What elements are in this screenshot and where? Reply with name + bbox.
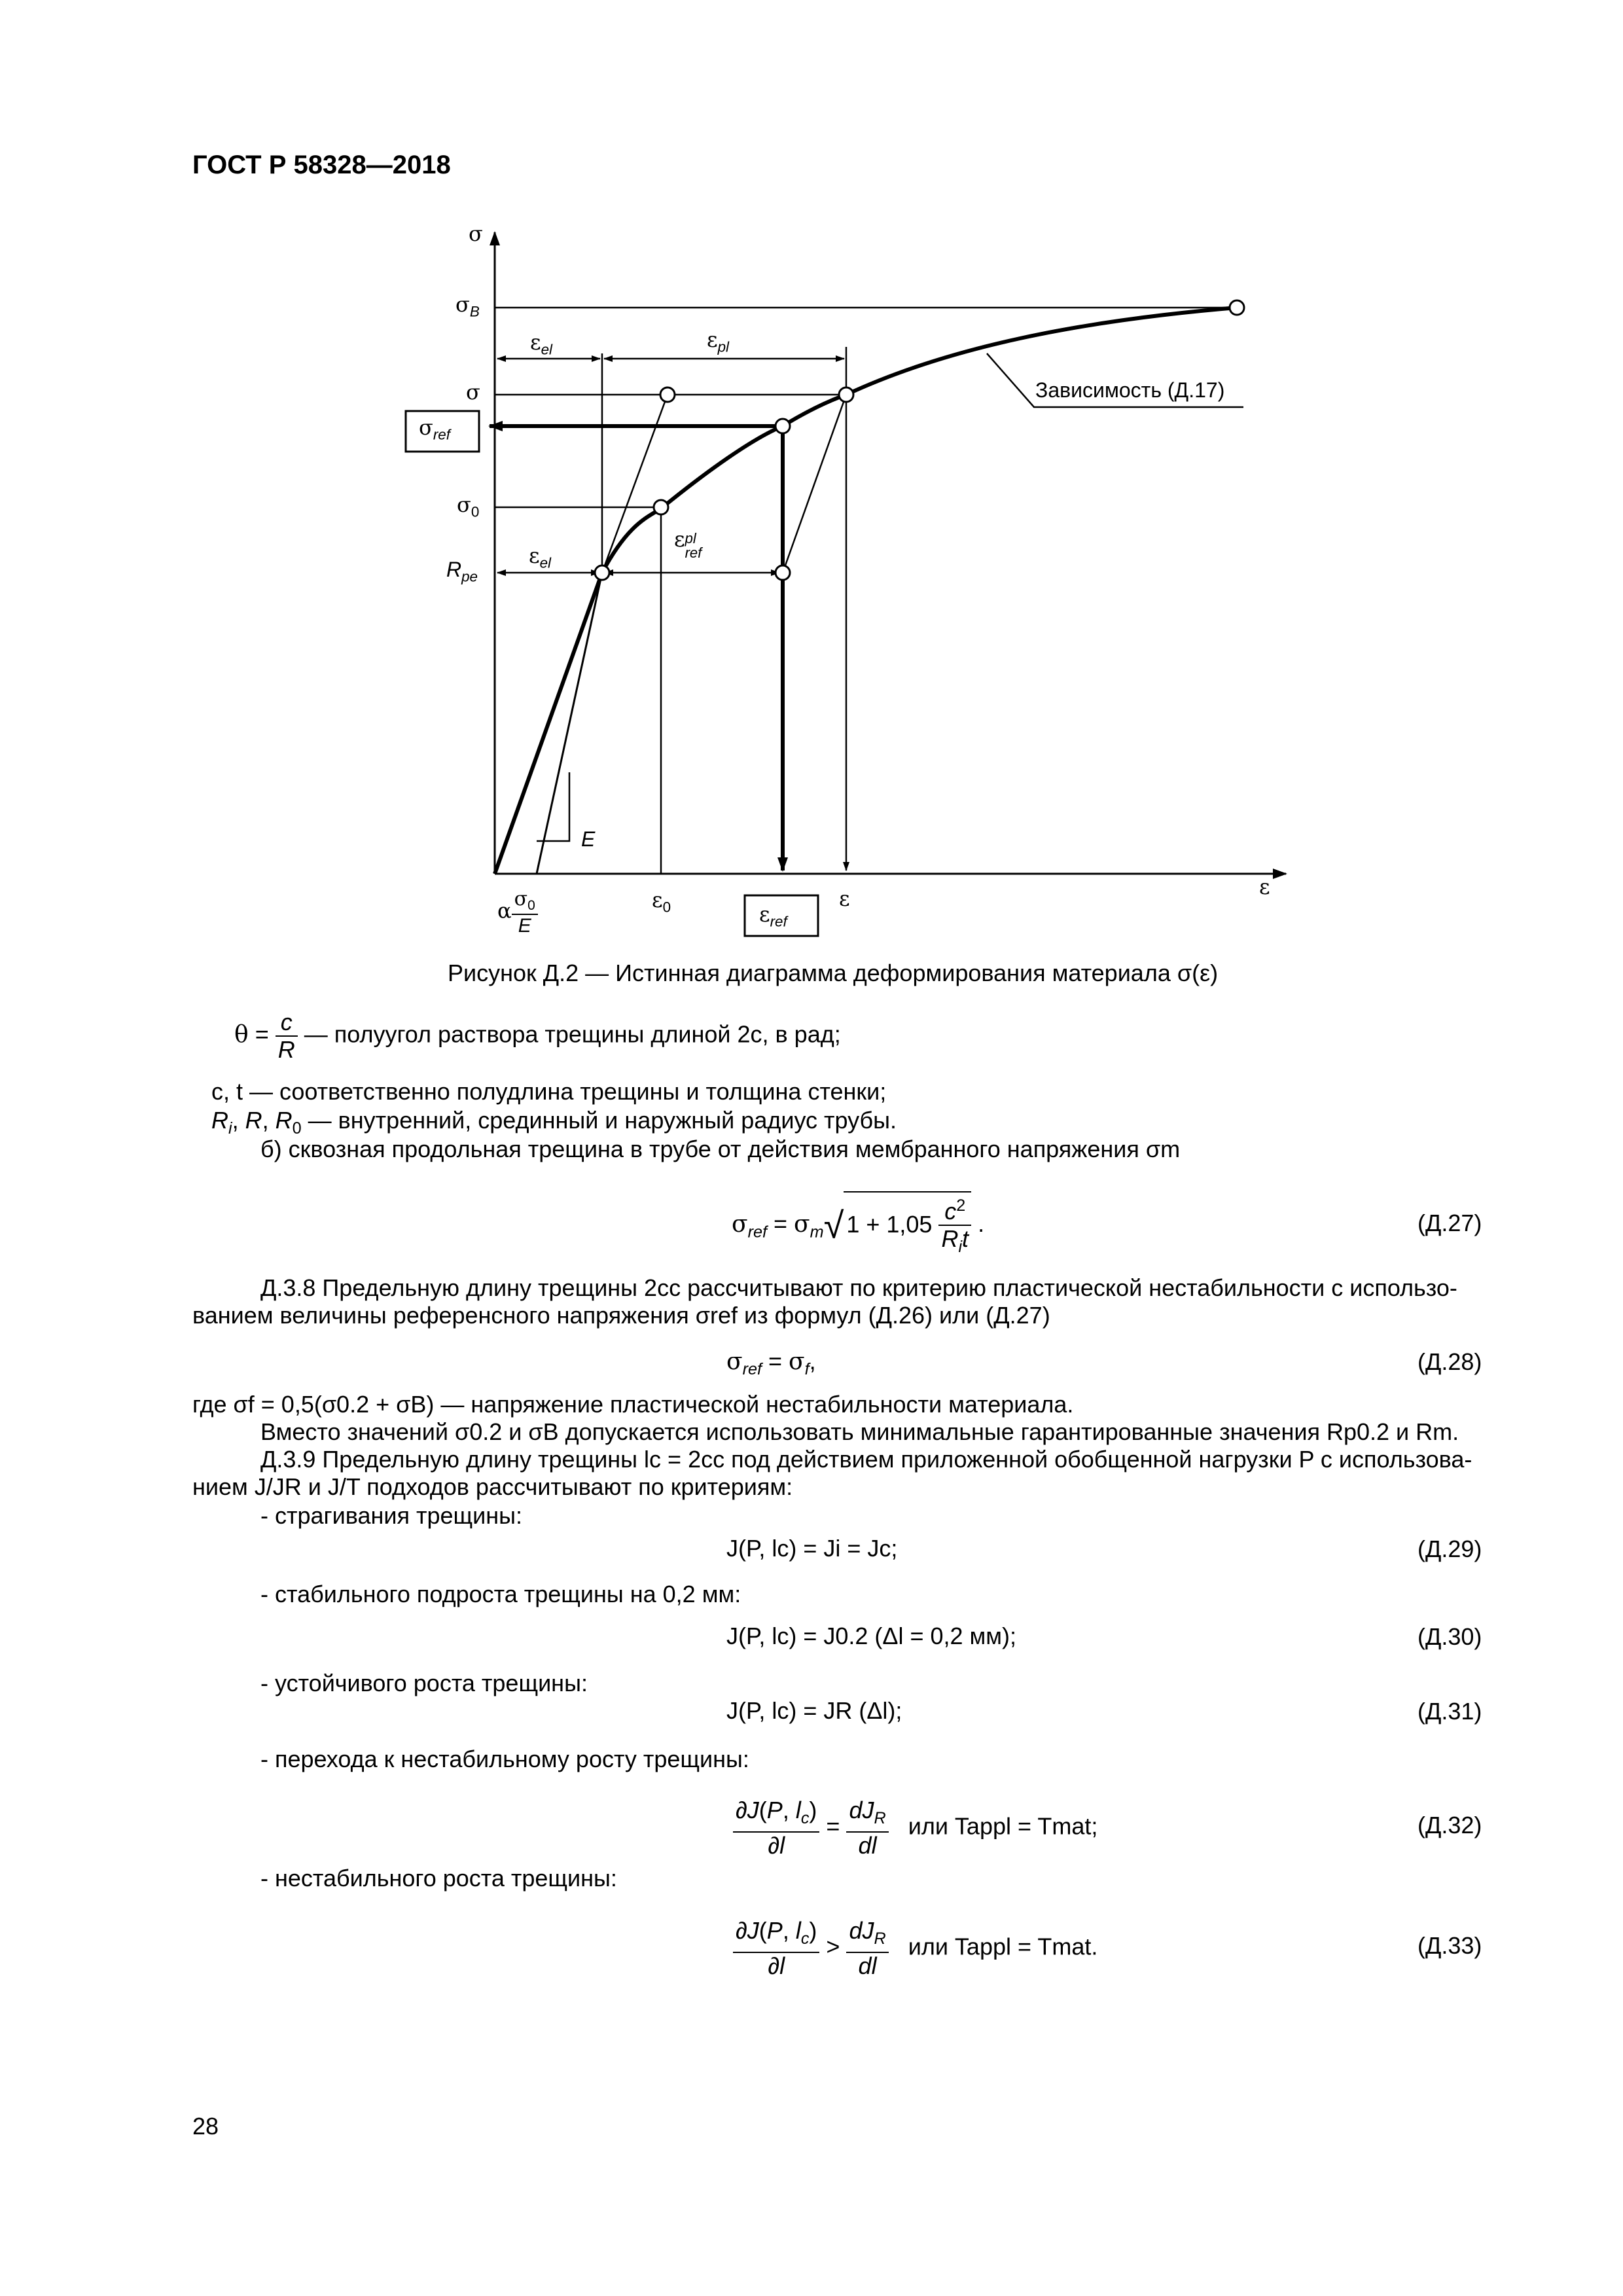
- figure-caption: Рисунок Д.2 — Истинная диаграмма деформирования материала σ(ε): [448, 960, 1219, 986]
- equation-d27: $\sigma_{ref} = \sigma_m√$ 1 + 1,05 $\frac{c^2}{R_it}$ .: [732, 1191, 984, 1260]
- x-tick-eps0: $\varepsilon_0$: [652, 888, 671, 916]
- label-sigma-0: $\sigma_0$: [457, 492, 480, 520]
- x-axis-label: ε: [1259, 874, 1270, 899]
- criterion-1: - страгивания трещины:: [260, 1502, 523, 1529]
- theta-definition: θ = $\frac{c}{R}$ — полуугол раствора трещины длиной 2c, в рад;: [234, 1009, 841, 1063]
- criterion-2: - стабильного подроста трещины на 0,2 мм:: [260, 1581, 741, 1607]
- where-sigma-f: где σf = 0,5(σ0.2 + σB) — напряжение пластической нестабильности материала.: [192, 1391, 1074, 1418]
- label-modulus-e: E: [581, 827, 596, 851]
- para-d38-line2: ванием величины референсного напряжения σref из формул (Д.26) или (Д.27): [192, 1302, 1050, 1329]
- equation-number-d33: (Д.33): [1418, 1932, 1482, 1959]
- equation-d32: $\frac{\partial J(P, l_c)}{\partial l}$ = $\frac{dJ_R}{dl}$ или Tappl = Tmat;: [733, 1797, 1097, 1859]
- label-sigma-ref: $\sigma_{ref}$: [419, 415, 450, 443]
- equation-d28: $\sigma_{ref} = \sigma_f$,: [726, 1348, 816, 1379]
- document-header: ГОСТ Р 58328—2018: [192, 151, 451, 179]
- radii-definition: $R_i$, R, $R_0$ — внутренний, срединный и наружный радиус трубы.: [211, 1107, 897, 1138]
- point-r-pe: [595, 565, 609, 580]
- equation-number-d32: (Д.32): [1418, 1812, 1482, 1839]
- label-eps-pl: $\varepsilon_{pl}$: [707, 327, 730, 355]
- y-axis-label: σ: [469, 221, 483, 246]
- label-eps-el-top: $\varepsilon_{el}$: [530, 330, 553, 358]
- criterion-4: - перехода к нестабильному росту трещины:: [260, 1746, 749, 1772]
- x-tick-eps: ε: [839, 886, 850, 911]
- point-sigma-b: [1230, 300, 1244, 315]
- para-d38-line1: Д.3.8 Предельную длину трещины 2cc рассчитывают по критерию пластической нестабильности с использо-: [260, 1274, 1457, 1301]
- equation-d29: J(P, lc) = Ji = Jc;: [726, 1535, 898, 1562]
- label-dependence: Зависимость (Д.17): [1035, 378, 1225, 402]
- c-t-definition: c, t — соответственно полудлина трещины и толщина стенки;: [211, 1078, 887, 1105]
- item-b: б) сквозная продольная трещина в трубе от действия мембранного напряжения σm: [260, 1136, 1181, 1162]
- label-sigma-b: $\sigma_B$: [455, 292, 480, 320]
- label-eps-el-mid: $\varepsilon_{el}$: [529, 543, 552, 571]
- point-sigma-0: [654, 500, 668, 514]
- criterion-3: - устойчивого роста трещины:: [260, 1670, 588, 1696]
- equation-number-d28: (Д.28): [1418, 1348, 1482, 1375]
- equation-number-d29: (Д.29): [1418, 1535, 1482, 1562]
- label-sigma: σ: [466, 380, 480, 404]
- equation-d31: J(P, lc) = JR (Δl);: [726, 1697, 902, 1724]
- label-r-pe: $R_{pe}$: [446, 558, 478, 585]
- para-d39-line2: нием J/JR и J/T подходов рассчитывают по критериям:: [192, 1473, 793, 1500]
- x-tick-alpha: α $\frac{\sigma_0}{E}$: [497, 888, 538, 937]
- criterion-5: - нестабильного роста трещины:: [260, 1865, 617, 1892]
- point-sigma: [839, 387, 853, 402]
- para-d39-line1: Д.3.9 Предельную длину трещины lc = 2cc под действием приложенной обобщенной нагрузки P с использова-: [260, 1446, 1472, 1473]
- point-eps-ref: [776, 565, 790, 580]
- label-eps-ref-pl: εpl ref: [674, 527, 702, 561]
- equation-number-d27: (Д.27): [1418, 1210, 1482, 1236]
- page-number: 28: [192, 2113, 219, 2140]
- equation-number-d30: (Д.30): [1418, 1623, 1482, 1650]
- point-sigma-ref: [776, 419, 790, 433]
- equation-d33: $\frac{\partial J(P, l_c)}{\partial l}$ > $\frac{dJ_R}{dl}$ или Tappl = Tmat.: [733, 1918, 1097, 1979]
- equation-number-d31: (Д.31): [1418, 1698, 1482, 1725]
- x-tick-eps-ref: $\varepsilon_{ref}$: [759, 902, 787, 930]
- equation-d30: J(P, lc) = J0.2 (Δl = 0,2 мм);: [726, 1623, 1017, 1649]
- instead-values: Вместо значений σ0.2 и σB допускается использовать минимальные гарантированные значения Rp0.2 и Rm.: [260, 1418, 1459, 1445]
- stress-strain-diagram: [0, 0, 1623, 995]
- point-sigma-elastic: [660, 387, 675, 402]
